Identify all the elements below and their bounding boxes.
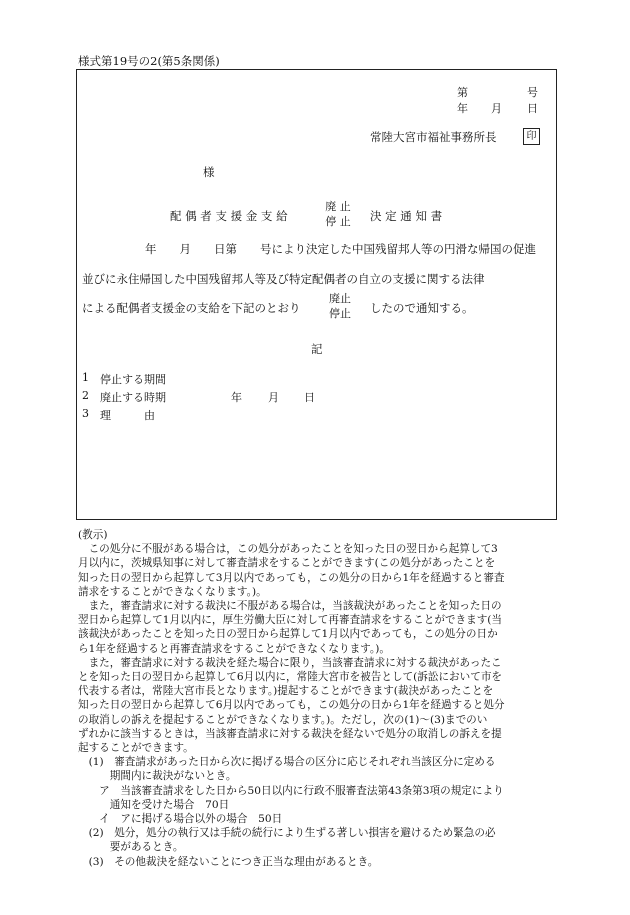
item-1-number: 1 [82,371,89,384]
instruction-line: 要があるとき。 [78,841,184,854]
title-option-abolish: 廃 止 [325,200,351,213]
instruction-line: (1) 審査請求があった日から次に掲げる場合の区分に応じそれぞれ当該区分に定める [78,756,496,769]
instruction-line: また，審査請求に対する裁決を経た場合に限り，当該審査請求に対する裁決があったこ [78,656,502,669]
instruction-line: ずれかに該当するときは，当該審査請求に対する裁決を経ないで処分の取消しの訴えを提 [78,727,502,740]
item-3-label: 理 由 [100,409,155,422]
instruction-line: イ アに掲げる場合以外の場合 50日 [78,813,283,826]
item-1-label: 停止する期間 [100,373,166,386]
title-right: 決 定 通 知 書 [370,209,443,223]
instruction-line: とを知った日の翌日から起算して6月以内に，常陸大宮市を被告として(訴訟において市を [78,671,503,684]
date-month-label: 月 [491,102,502,115]
instruction-line: の取消しの訴えを提起することができなくなります。)。ただし，次の(1)～(3)までのい [78,713,488,726]
instruction-line: (2) 処分，処分の執行又は手続の続行により生ずる著しい損害を避けるため緊急の必 [78,827,496,840]
instruction-line: また，審査請求に対する裁決に不服がある場合は，当該裁決があったことを知った日の [78,600,502,613]
item-3-number: 3 [82,407,89,420]
body-line-1: 年 月 日第 号により決定した中国残留邦人等の円滑な帰国の促進 [145,242,536,256]
instruction-line: 翌日から起算して1月以内に，厚生労働大臣に対して再審査請求をすることができます(当 [78,614,503,627]
item-2-month: 月 [268,391,279,404]
body-option-suspend: 停止 [329,307,351,320]
instruction-line: 代表する者は，常陸大宮市長となります。)提起することができます(裁決があったことを [78,685,494,698]
instruction-line: ア 当該審査請求をした日から50日以内に行政不服審査法第43条第3項の規定により [78,784,504,797]
number-prefix: 第 [457,86,468,99]
instruction-line: 月以内に，茨城県知事に対して審査請求をすることができます(この処分があったことを [78,557,496,570]
item-2-year: 年 [231,391,242,404]
appeal-instructions [78,528,556,869]
ki-heading: 記 [311,342,323,356]
instruction-line: (教示) [78,529,108,541]
title-option-suspend: 停 止 [325,215,351,228]
body-line-2: 並びに永住帰国した中国残留邦人等及び特定配偶者の自立の支援に関する法律 [82,272,485,286]
body-option-abolish: 廃止 [329,292,351,305]
item-2-day: 日 [304,391,315,404]
instruction-line: 請求をすることができなくなります。)。 [78,585,267,598]
instruction-line: 該裁決があったことを知った日の翌日から起算して1月以内であっても，この処分の日か [78,628,498,641]
seal-mark: 印 [523,128,540,145]
title-option-stack [323,199,353,229]
issuer-name: 常陸大宮市福祉事務所長 [370,130,497,144]
instruction-line: この処分に不服がある場合は，この処分があったことを知った日の翌日から起算して3 [78,543,498,556]
instruction-line: 期間内に裁決がないとき。 [78,770,237,783]
date-year-label: 年 [457,102,468,115]
title-left: 配 偶 者 支 援 金 支 給 [170,209,288,223]
form-label: 様式第19号の2(第5条関係) [78,54,220,68]
instruction-line: 知った日の翌日から起算して3月以内であっても，この処分の日から1年を経過すると審査 [78,571,505,584]
item-2-number: 2 [82,389,89,402]
body-option-stack [324,291,356,321]
instruction-line: ら1年を経過すると再審査請求をすることができなくなります。)。 [78,642,390,655]
addressee-honorific: 様 [203,165,215,179]
item-2-label: 廃止する時期 [100,391,166,404]
body-line-3-tail: したので通知する。 [370,301,474,315]
instruction-line: 起することができます。 [78,742,194,755]
number-suffix: 号 [527,86,538,99]
date-day-label: 日 [527,102,538,115]
instruction-line: 知った日の翌日から起算して6月以内であっても，この処分の日から1年を経過すると処分 [78,699,505,712]
instruction-line: (3) その他裁決を経ないことにつき正当な理由があるとき。 [78,855,379,868]
body-line-3: による配偶者支援金の支給を下記のとおり [82,301,301,315]
instruction-line: 通知を受けた場合 70日 [78,798,230,811]
